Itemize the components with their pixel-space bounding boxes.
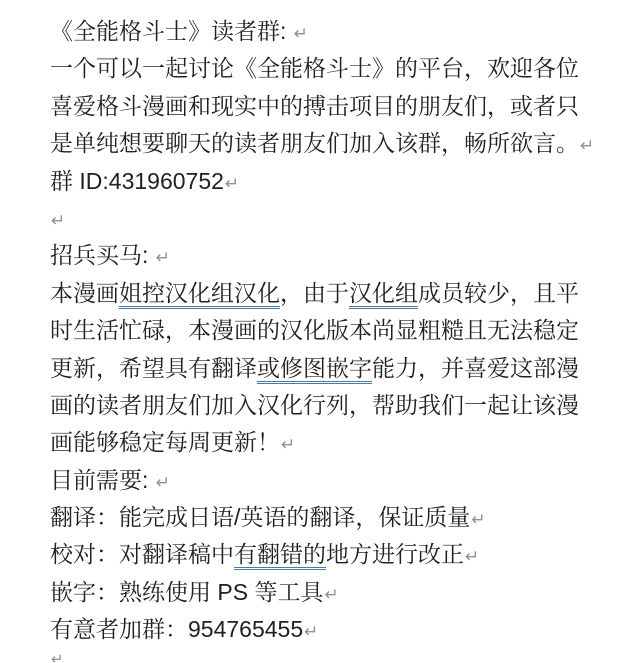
text-line — [50, 462, 592, 499]
paragraph-mark-icon: ↵ — [155, 472, 171, 493]
paragraph-mark-icon: ↵ — [51, 210, 66, 231]
paragraph-mark-icon: ↵ — [224, 173, 240, 194]
paragraph — [50, 200, 592, 237]
text-line — [50, 387, 592, 424]
paragraph-mark-icon: ↵ — [324, 584, 339, 605]
paragraph-mark-icon: ↵ — [293, 24, 309, 44]
text-run: 是单纯想要聊天的读者朋友们加入该群，畅所欲言。 — [50, 130, 579, 157]
text-run: 目前需要: — [50, 466, 155, 493]
grammar-underlined-text: 有翻错的 — [234, 541, 326, 568]
grammar-underlined-text: 姐控汉化组汉化 — [119, 279, 280, 306]
text-run: 成员较少，且平 — [418, 279, 579, 306]
text-run: 一个可以一起讨论《全能格斗士》的平台，欢迎各位 — [50, 55, 579, 82]
text-line — [50, 275, 592, 312]
text-line — [50, 125, 595, 162]
text-run: 校对：对翻译稿中 — [50, 541, 234, 568]
text-line — [50, 88, 592, 125]
text-run: 有意者加群：954765455 — [50, 616, 304, 643]
text-run: ，由于 — [280, 279, 349, 306]
paragraph — [50, 50, 595, 162]
paragraph-mark-icon: ↵ — [304, 622, 319, 643]
text-run: 喜爱格斗漫画和现实中的搏击项目的朋友们，或者只 — [50, 92, 579, 119]
text-line — [50, 163, 592, 200]
text-line — [50, 574, 592, 611]
text-run: 更新，希望具有翻译 — [50, 354, 257, 381]
text-run: 招兵买马: — [50, 242, 155, 269]
text-run: 时生活忙碌，本漫画的汉化版本尚显粗糙且无法稳定 — [50, 317, 579, 344]
paragraph — [50, 574, 592, 611]
paragraph-mark-icon: ↵ — [281, 435, 296, 456]
paragraph — [50, 163, 592, 200]
paragraph — [50, 275, 592, 462]
text-line — [50, 536, 592, 573]
paragraph — [50, 536, 592, 573]
paragraph-mark-icon: ↵ — [580, 136, 595, 157]
paragraph — [50, 649, 592, 663]
text-run: 《全能格斗士》读者群: — [50, 18, 293, 44]
text-run: 画的读者朋友们加入汉化行列，帮助我们一起让该漫 — [50, 391, 579, 418]
paragraph — [50, 462, 592, 499]
text-line — [50, 424, 592, 461]
text-run: 画能够稳定每周更新！ — [50, 429, 280, 456]
text-run: 群 ID:431960752 — [50, 167, 224, 194]
paragraph — [50, 237, 592, 274]
text-run: 本漫画 — [50, 279, 119, 306]
paragraph — [50, 611, 592, 648]
text-line — [50, 350, 592, 387]
paragraph-mark-icon: ↵ — [465, 547, 480, 568]
text-run: 地方进行改正 — [326, 541, 464, 568]
grammar-underlined-text: 汉化组 — [349, 279, 418, 306]
text-line — [50, 611, 592, 648]
paragraph-mark-icon: ↵ — [51, 649, 64, 663]
text-line — [50, 13, 592, 50]
grammar-underlined-text: 或修图嵌字 — [257, 354, 372, 381]
paragraph — [50, 13, 592, 50]
text-run: 能力，并喜爱这部漫 — [372, 354, 579, 381]
paragraph — [50, 499, 592, 536]
text-line — [50, 50, 592, 87]
text-line — [50, 649, 592, 663]
text-run: 翻译：能完成日语/英语的翻译，保证质量 — [50, 504, 471, 531]
text-line — [50, 499, 592, 536]
text-line — [50, 312, 592, 349]
text-run: 嵌字：熟练使用 PS 等工具 — [50, 578, 324, 605]
text-line — [50, 237, 592, 274]
paragraph-mark-icon: ↵ — [471, 510, 486, 531]
paragraph-mark-icon: ↵ — [155, 248, 171, 269]
text-line — [50, 200, 592, 237]
